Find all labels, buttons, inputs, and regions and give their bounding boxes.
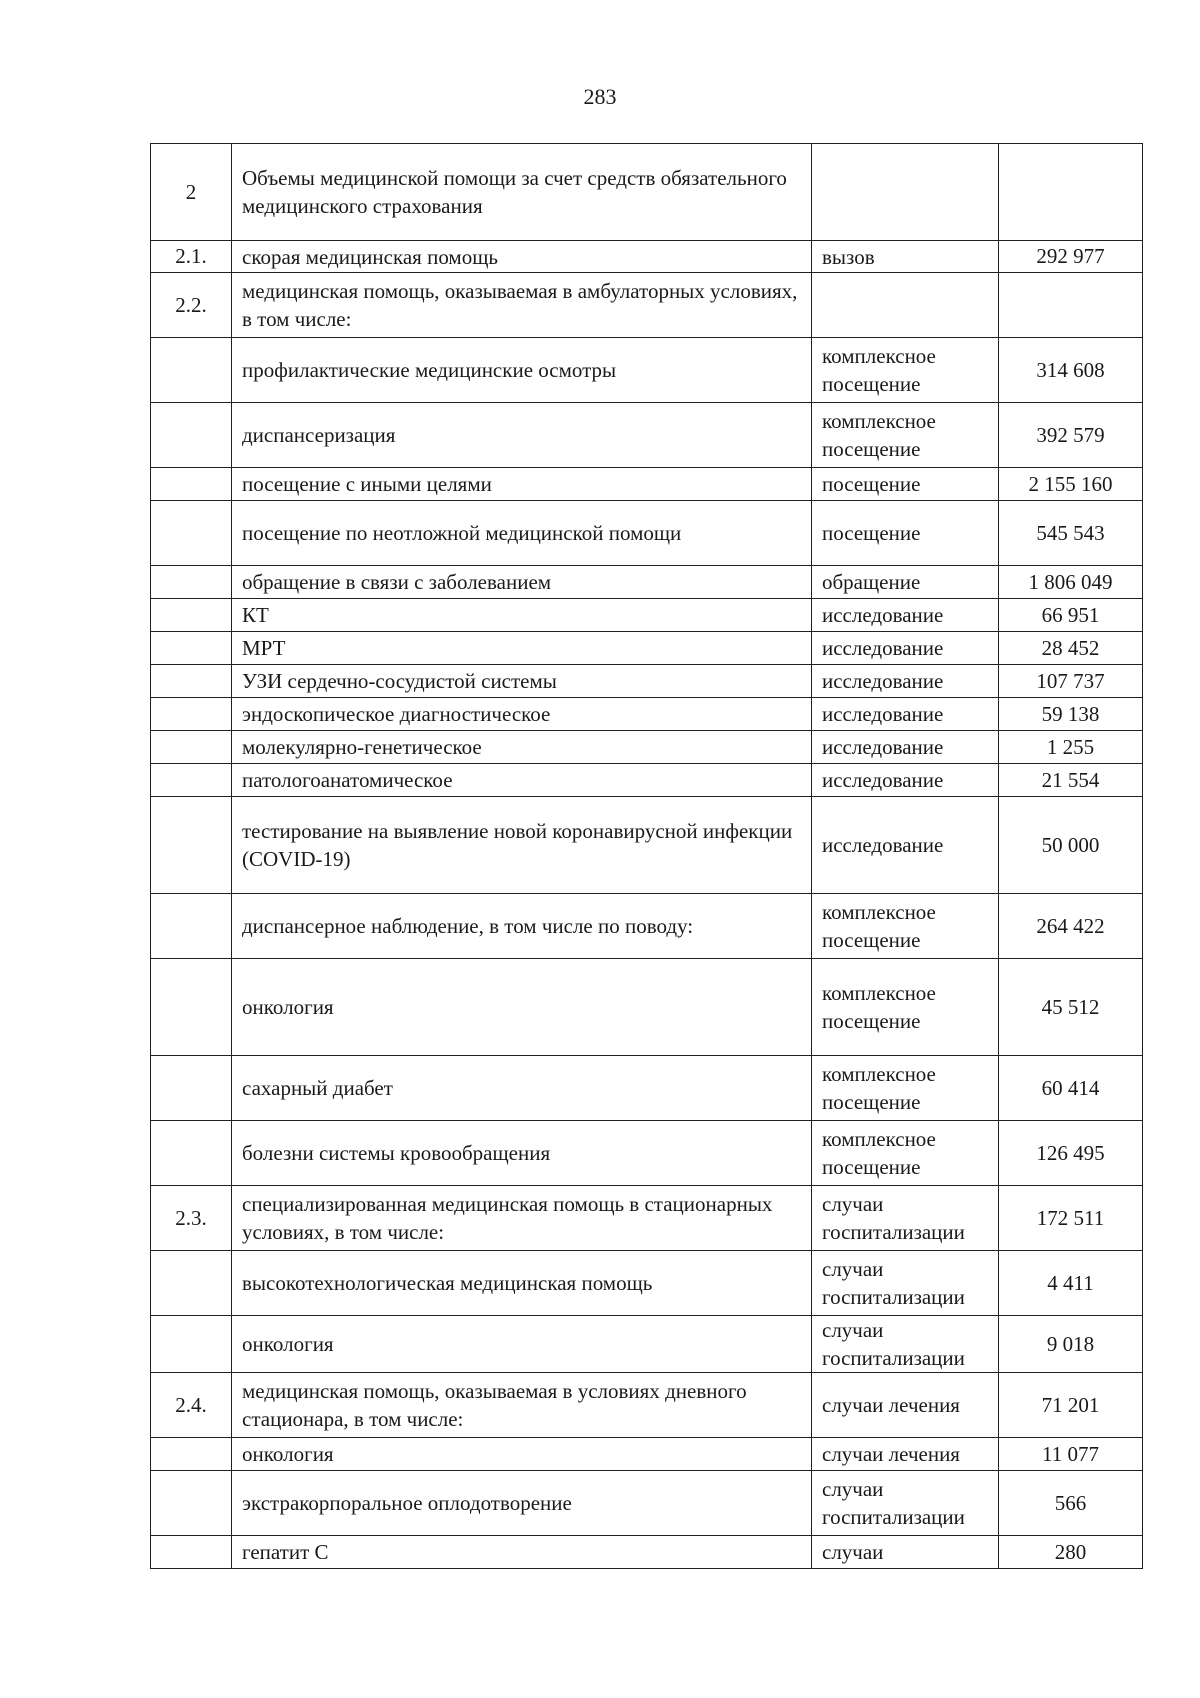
- table-row: [151, 665, 1143, 698]
- row-number-cell: [151, 338, 232, 403]
- row-value-cell: [999, 273, 1143, 338]
- row-number-cell: [151, 764, 232, 797]
- row-number-cell: [151, 599, 232, 632]
- table-row: [151, 566, 1143, 599]
- row-unit-cell: случаи: [812, 1536, 999, 1569]
- row-name-cell: посещение по неотложной медицинской помощи: [232, 501, 812, 566]
- row-name-cell: профилактические медицинские осмотры: [232, 338, 812, 403]
- table-row: [151, 1251, 1143, 1316]
- row-value-cell: 280: [999, 1536, 1143, 1569]
- row-unit-cell: комплексное посещение: [812, 959, 999, 1056]
- row-name-cell: диспансерное наблюдение, в том числе по поводу:: [232, 894, 812, 959]
- table-row: [151, 1056, 1143, 1121]
- row-number-cell: [151, 731, 232, 764]
- table-row: [151, 632, 1143, 665]
- row-number-cell: [151, 1438, 232, 1471]
- row-value-cell: 60 414: [999, 1056, 1143, 1121]
- row-number-cell: [151, 665, 232, 698]
- table-row: [151, 501, 1143, 566]
- table-row: [151, 1471, 1143, 1536]
- row-name-cell: гепатит С: [232, 1536, 812, 1569]
- row-number-cell: [151, 1121, 232, 1186]
- row-value-cell: 126 495: [999, 1121, 1143, 1186]
- row-unit-cell: исследование: [812, 599, 999, 632]
- row-value-cell: 1 255: [999, 731, 1143, 764]
- row-name-cell: специализированная медицинская помощь в стационарных условиях, в том числе:: [232, 1186, 812, 1251]
- row-unit-cell: комплексное посещение: [812, 403, 999, 468]
- row-number-cell: [151, 894, 232, 959]
- row-value-cell: 314 608: [999, 338, 1143, 403]
- row-name-cell: молекулярно-генетическое: [232, 731, 812, 764]
- row-number-cell: [151, 468, 232, 501]
- row-name-cell: онкология: [232, 959, 812, 1056]
- row-value-cell: 9 018: [999, 1316, 1143, 1373]
- row-value-cell: 50 000: [999, 797, 1143, 894]
- row-value-cell: 4 411: [999, 1251, 1143, 1316]
- row-number-cell: [151, 566, 232, 599]
- table-row: [151, 1186, 1143, 1251]
- table-row: [151, 1373, 1143, 1438]
- row-name-cell: медицинская помощь, оказываемая в условиях дневного стационара, в том числе:: [232, 1373, 812, 1438]
- row-unit-cell: случаи госпитализации: [812, 1186, 999, 1251]
- row-name-cell: диспансеризация: [232, 403, 812, 468]
- row-name-cell: скорая медицинская помощь: [232, 241, 812, 273]
- row-name-cell: болезни системы кровообращения: [232, 1121, 812, 1186]
- row-unit-cell: комплексное посещение: [812, 1056, 999, 1121]
- row-name-cell: обращение в связи с заболеванием: [232, 566, 812, 599]
- row-unit-cell: случаи госпитализации: [812, 1316, 999, 1373]
- table-row: [151, 797, 1143, 894]
- row-name-cell: сахарный диабет: [232, 1056, 812, 1121]
- row-value-cell: 292 977: [999, 241, 1143, 273]
- row-name-cell: патологоанатомическое: [232, 764, 812, 797]
- table-row: [151, 241, 1143, 273]
- row-unit-cell: исследование: [812, 665, 999, 698]
- row-unit-cell: случаи лечения: [812, 1373, 999, 1438]
- row-unit-cell: исследование: [812, 764, 999, 797]
- row-unit-cell: случаи госпитализации: [812, 1471, 999, 1536]
- row-unit-cell: [812, 144, 999, 241]
- row-unit-cell: исследование: [812, 797, 999, 894]
- row-value-cell: 59 138: [999, 698, 1143, 731]
- row-number-cell: [151, 797, 232, 894]
- row-value-cell: 21 554: [999, 764, 1143, 797]
- table-row: [151, 1438, 1143, 1471]
- table-row: [151, 599, 1143, 632]
- row-unit-cell: случаи лечения: [812, 1438, 999, 1471]
- row-value-cell: [999, 144, 1143, 241]
- row-value-cell: 566: [999, 1471, 1143, 1536]
- row-unit-cell: исследование: [812, 731, 999, 764]
- row-number-cell: [151, 632, 232, 665]
- row-value-cell: 45 512: [999, 959, 1143, 1056]
- row-value-cell: 66 951: [999, 599, 1143, 632]
- row-unit-cell: вызов: [812, 241, 999, 273]
- row-name-cell: онкология: [232, 1438, 812, 1471]
- row-unit-cell: комплексное посещение: [812, 894, 999, 959]
- row-name-cell: посещение с иными целями: [232, 468, 812, 501]
- row-unit-cell: посещение: [812, 468, 999, 501]
- row-name-cell: тестирование на выявление новой коронавирусной инфекции (COVID-19): [232, 797, 812, 894]
- table-row: [151, 698, 1143, 731]
- table-row: [151, 1316, 1143, 1373]
- row-unit-cell: комплексное посещение: [812, 1121, 999, 1186]
- row-name-cell: медицинская помощь, оказываемая в амбулаторных условиях, в том числе:: [232, 273, 812, 338]
- row-number-cell: [151, 1316, 232, 1373]
- row-value-cell: 392 579: [999, 403, 1143, 468]
- row-value-cell: 545 543: [999, 501, 1143, 566]
- row-value-cell: 71 201: [999, 1373, 1143, 1438]
- row-name-cell: экстракорпоральное оплодотворение: [232, 1471, 812, 1536]
- row-name-cell: онкология: [232, 1316, 812, 1373]
- row-number-cell: 2.1.: [151, 241, 232, 273]
- row-value-cell: 2 155 160: [999, 468, 1143, 501]
- table-row: [151, 894, 1143, 959]
- row-value-cell: 264 422: [999, 894, 1143, 959]
- table-row: [151, 144, 1143, 241]
- row-number-cell: 2.3.: [151, 1186, 232, 1251]
- row-value-cell: 1 806 049: [999, 566, 1143, 599]
- row-name-cell: МРТ: [232, 632, 812, 665]
- row-number-cell: [151, 403, 232, 468]
- row-name-cell: КТ: [232, 599, 812, 632]
- row-name-cell: Объемы медицинской помощи за счет средств обязательного медицинского страхования: [232, 144, 812, 241]
- table-row: [151, 273, 1143, 338]
- row-name-cell: эндоскопическое диагностическое: [232, 698, 812, 731]
- row-value-cell: 11 077: [999, 1438, 1143, 1471]
- row-number-cell: [151, 1251, 232, 1316]
- row-unit-cell: исследование: [812, 632, 999, 665]
- row-value-cell: 28 452: [999, 632, 1143, 665]
- row-unit-cell: обращение: [812, 566, 999, 599]
- row-number-cell: [151, 1536, 232, 1569]
- table-row: [151, 731, 1143, 764]
- row-number-cell: 2.4.: [151, 1373, 232, 1438]
- table-row: [151, 764, 1143, 797]
- row-number-cell: [151, 1471, 232, 1536]
- row-value-cell: 172 511: [999, 1186, 1143, 1251]
- row-number-cell: [151, 959, 232, 1056]
- row-unit-cell: случаи госпитализации: [812, 1251, 999, 1316]
- table-row: [151, 468, 1143, 501]
- row-number-cell: 2.2.: [151, 273, 232, 338]
- table-body: [151, 144, 1143, 1569]
- row-value-cell: 107 737: [999, 665, 1143, 698]
- page-number: 283: [583, 84, 617, 109]
- row-unit-cell: комплексное посещение: [812, 338, 999, 403]
- row-name-cell: высокотехнологическая медицинская помощь: [232, 1251, 812, 1316]
- row-name-cell: УЗИ сердечно-сосудистой системы: [232, 665, 812, 698]
- row-number-cell: [151, 1056, 232, 1121]
- medical-care-volumes-table: [150, 143, 1143, 1569]
- table-row: [151, 1121, 1143, 1186]
- table-row: [151, 1536, 1143, 1569]
- table-row: [151, 959, 1143, 1056]
- row-unit-cell: исследование: [812, 698, 999, 731]
- table-row: [151, 338, 1143, 403]
- row-number-cell: [151, 501, 232, 566]
- row-unit-cell: посещение: [812, 501, 999, 566]
- table-row: [151, 403, 1143, 468]
- row-number-cell: [151, 698, 232, 731]
- row-number-cell: 2: [151, 144, 232, 241]
- row-unit-cell: [812, 273, 999, 338]
